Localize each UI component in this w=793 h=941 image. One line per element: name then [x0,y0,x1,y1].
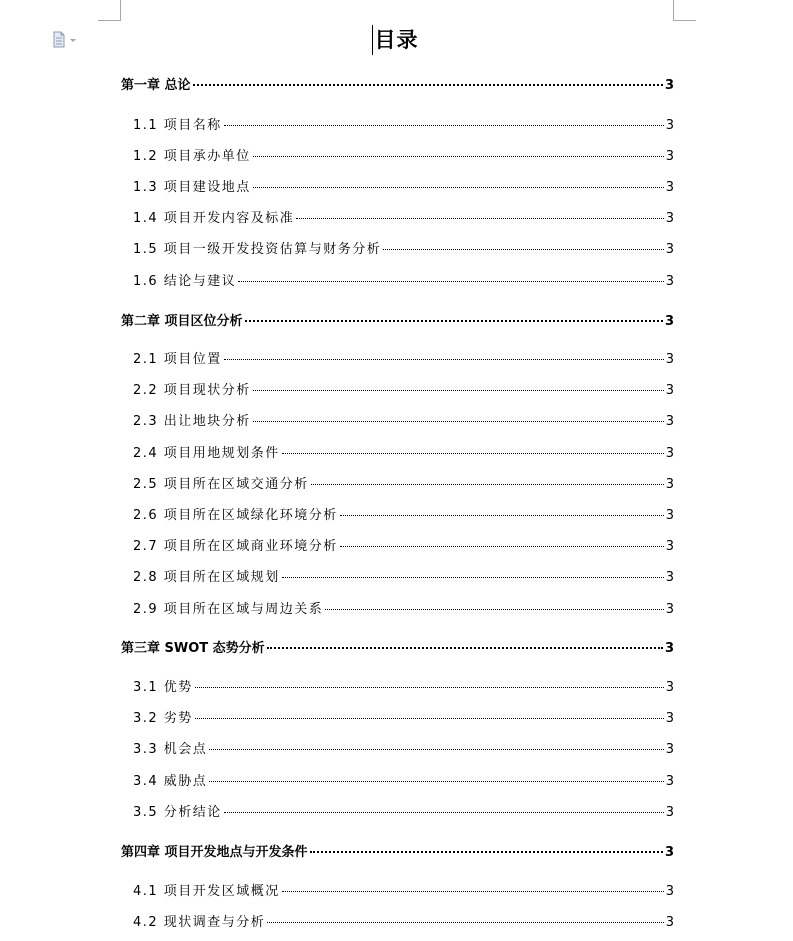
toc-dot-leader [224,359,664,360]
toc-entry-label: 2.1 项目位置 [133,352,222,367]
toc-dot-leader [282,577,664,578]
toc-dot-leader [253,156,664,157]
toc-page-number: 3 [665,774,674,789]
toc-page-number: 3 [665,383,674,398]
toc-dot-leader [383,249,663,250]
toc-section-entry[interactable] [133,504,674,524]
toc-chapter-entry[interactable] [121,637,674,657]
toc-entry-label: 2.2 项目现状分析 [133,383,251,398]
toc-page-number: 3 [665,539,674,554]
toc-dot-leader [224,125,664,126]
toc-entry-label: 2.4 项目用地规划条件 [133,446,280,461]
toc-page-number: 3 [665,118,674,133]
toc-page-number: 3 [665,711,674,726]
toc-dot-leader [253,390,664,391]
toc-dot-leader [282,453,664,454]
toc-section-entry[interactable] [133,707,674,727]
toc-page-number: 3 [664,641,674,656]
toc-entry-label: 第一章 总论 [121,78,191,93]
toc-entry-label: 1.6 结论与建议 [133,274,237,289]
toc-dot-leader [267,647,663,649]
toc-section-entry[interactable] [133,176,674,196]
toc-entry-label: 1.2 项目承办单位 [133,149,251,164]
toc-entry-label: 3.3 机会点 [133,742,208,757]
toc-dot-leader [267,922,663,923]
toc-entry-label: 2.5 项目所在区域交通分析 [133,477,309,492]
toc-entry-label: 第四章 项目开发地点与开发条件 [121,845,308,860]
toc-section-entry[interactable] [133,738,674,758]
toc-page-number: 3 [665,352,674,367]
toc-entry-label: 3.5 分析结论 [133,805,222,820]
toc-page-number: 3 [665,915,674,930]
toc-page-number: 3 [665,446,674,461]
toc-dot-leader [193,84,663,86]
toc-dot-leader [209,749,663,750]
toc-chapter-entry[interactable] [121,74,674,94]
toc-chapter-entry[interactable] [121,841,674,861]
toc-page-number: 3 [665,680,674,695]
toc-dot-leader [253,187,664,188]
toc-page-number: 3 [665,805,674,820]
toc-page-number: 3 [665,570,674,585]
toc-page-number: 3 [665,742,674,757]
toc-dot-leader [195,687,664,688]
toc-section-entry[interactable] [133,442,674,462]
page-corner-mark-right [673,0,696,21]
toc-section-entry[interactable] [133,535,674,555]
toc-entry-label: 2.8 项目所在区域规划 [133,570,280,585]
toc-chapter-entry[interactable] [121,310,674,330]
toc-section-entry[interactable] [133,207,674,227]
toc-section-entry[interactable] [133,348,674,368]
toc-section-entry[interactable] [133,145,674,165]
toc-entry-label: 2.9 项目所在区域与周边关系 [133,602,324,617]
toc-section-entry[interactable] [133,880,674,900]
toc-section-entry[interactable] [133,598,674,618]
toc-page-number: 3 [665,149,674,164]
toc-entry-label: 1.1 项目名称 [133,118,222,133]
toc-dot-leader [253,421,664,422]
toc-entry-label: 3.2 劣势 [133,711,193,726]
toc-section-entry[interactable] [133,114,674,134]
toc-entry-label: 2.7 项目所在区域商业环境分析 [133,539,338,554]
toc-dot-leader [224,812,664,813]
toc-dot-leader [238,281,663,282]
toc-section-entry[interactable] [133,911,674,931]
toc-dot-leader [325,609,663,610]
toc-entry-label: 2.6 项目所在区域绿化环境分析 [133,508,338,523]
toc-page-number: 3 [665,242,674,257]
toc-page-number: 3 [664,78,674,93]
toc-page-number: 3 [665,602,674,617]
toc-section-entry[interactable] [133,566,674,586]
toc-dot-leader [195,718,664,719]
toc-section-entry[interactable] [133,270,674,290]
toc-dot-leader [296,218,663,219]
toc-dot-leader [340,546,664,547]
toc-entry-label: 3.4 威胁点 [133,774,208,789]
toc-section-entry[interactable] [133,238,674,258]
toc-page-number: 3 [664,845,674,860]
toc-page-number: 3 [665,211,674,226]
toc-entry-label: 第三章 SWOT 态势分析 [121,641,265,656]
toc-entry-label: 1.3 项目建设地点 [133,180,251,195]
toc-entry-label: 第二章 项目区位分析 [121,314,243,329]
toc-dot-leader [282,891,664,892]
toc-dot-leader [209,781,663,782]
toc-page-number: 3 [665,477,674,492]
toc-page-number: 3 [664,314,674,329]
toc-section-entry[interactable] [133,379,674,399]
toc-dot-leader [311,484,664,485]
toc-page-number: 3 [665,180,674,195]
toc-dot-leader [245,320,663,322]
toc-dot-leader [340,515,664,516]
toc-entry-label: 1.5 项目一级开发投资估算与财务分析 [133,242,382,257]
toc-entry-label: 4.2 现状调查与分析 [133,915,266,930]
toc-section-entry[interactable] [133,770,674,790]
toc-page-number: 3 [665,884,674,899]
toc-dot-leader [310,851,663,853]
toc-entry-label: 2.3 出让地块分析 [133,414,251,429]
toc-entry-label: 4.1 项目开发区域概况 [133,884,280,899]
toc-entry-label: 1.4 项目开发内容及标准 [133,211,295,226]
toc-section-entry[interactable] [133,801,674,821]
toc-section-entry[interactable] [133,473,674,493]
toc-page-number: 3 [665,274,674,289]
toc-page-number: 3 [665,508,674,523]
page-corner-mark-left [98,0,121,21]
toc-page-number: 3 [665,414,674,429]
toc-section-entry[interactable] [133,410,674,430]
toc-section-entry[interactable] [133,676,674,696]
toc-title: 目录 [374,28,419,52]
toc-entry-label: 3.1 优势 [133,680,193,695]
